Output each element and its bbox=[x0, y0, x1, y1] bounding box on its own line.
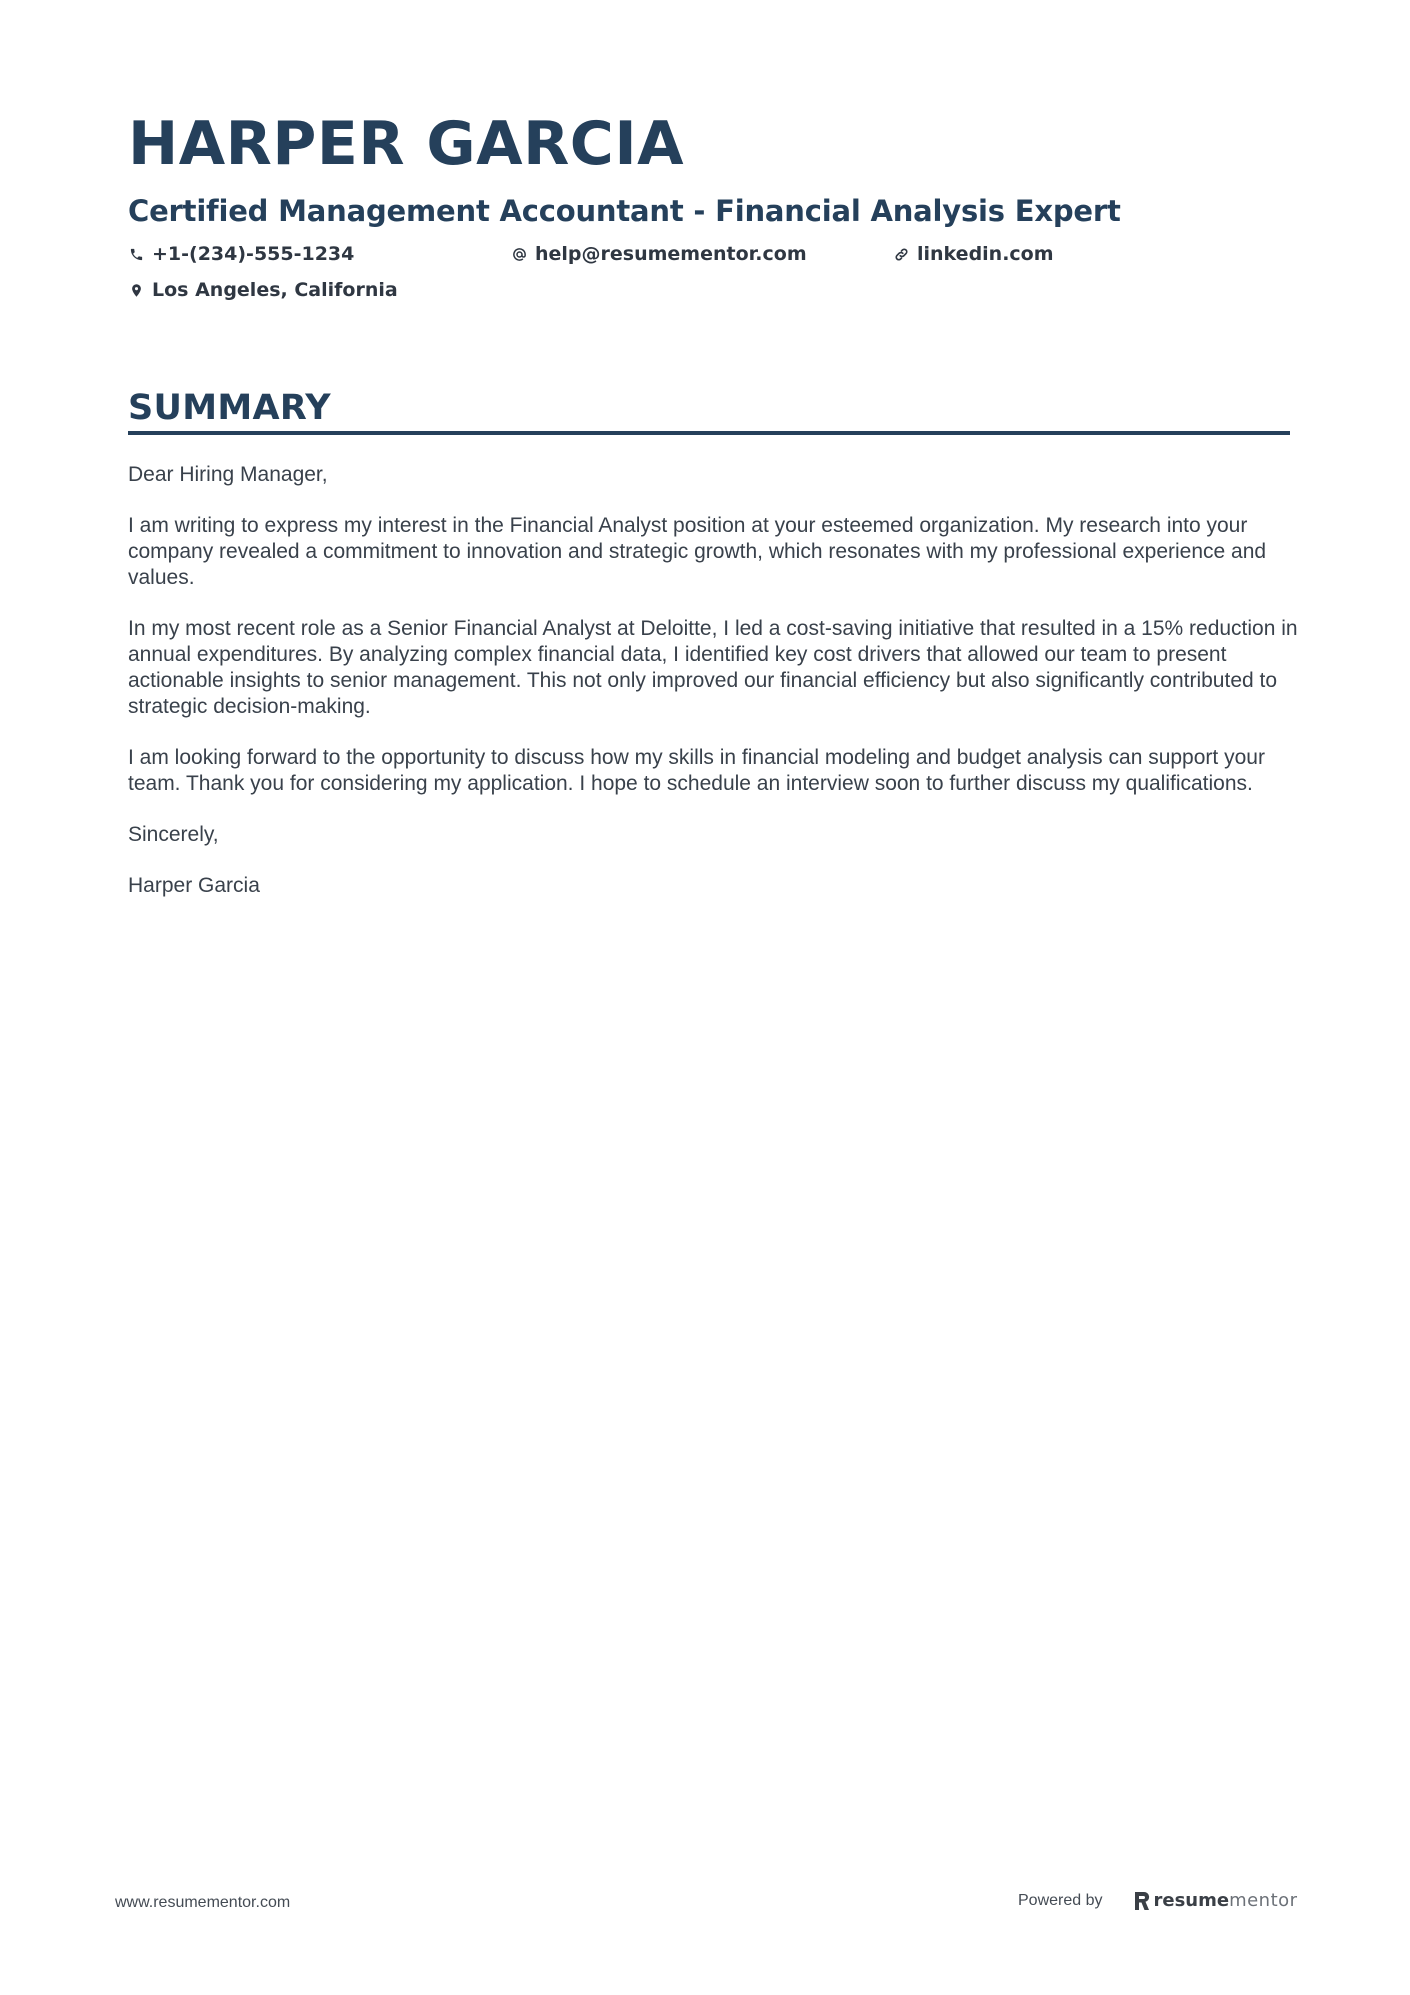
section-divider bbox=[128, 431, 1290, 435]
contact-location bbox=[128, 278, 398, 302]
brand-name-part1: resume bbox=[1153, 1890, 1230, 1911]
letter-paragraph: I am looking forward to the opportunity to discuss how my skills in financial modeling and budget analysis can support your team. Thank you for considering my application. I hope to schedule an interview soon to further discuss my qualifications. bbox=[128, 746, 1265, 795]
footer-website[interactable]: www.resumementor.com bbox=[115, 1894, 291, 1911]
location-text: Los Angeles, California bbox=[152, 279, 398, 301]
contact-email[interactable] bbox=[511, 242, 807, 266]
phone-icon bbox=[128, 246, 144, 262]
link-icon bbox=[893, 246, 909, 262]
letter-closing: Sincerely, bbox=[128, 823, 219, 846]
contact-linkedin[interactable] bbox=[893, 242, 1054, 266]
contact-phone bbox=[128, 242, 354, 266]
linkedin-text[interactable]: linkedin.com bbox=[917, 243, 1054, 265]
summary-heading: SUMMARY bbox=[128, 388, 331, 428]
letter-paragraph: I am writing to express my interest in the Financial Analyst position at your esteemed organization. My research into your company revealed a commitment to innovation and strategic growth, which resonates with my professional experience and values. bbox=[128, 514, 1267, 589]
at-icon bbox=[511, 246, 527, 262]
resumementor-logo-icon bbox=[1133, 1891, 1150, 1911]
letter-greeting: Dear Hiring Manager, bbox=[128, 463, 328, 486]
footer-branding bbox=[1018, 1890, 1298, 1911]
email-text[interactable]: help@resumementor.com bbox=[535, 243, 807, 265]
brand-name-part2: mentor bbox=[1229, 1890, 1298, 1911]
candidate-name: HARPER GARCIA bbox=[128, 109, 685, 179]
letter-paragraph: In my most recent role as a Senior Financial Analyst at Deloitte, I led a cost-saving initiative that resulted in a 15% reduction in annual expenditures. By analyzing complex financial data, I identified key cost drivers that allowed our team to present actionable insights to senior management. This not only improved our financial efficiency but also significantly contributed to strategic decision-making. bbox=[128, 617, 1298, 718]
letter-body bbox=[128, 462, 1298, 924]
map-pin-icon bbox=[128, 282, 144, 298]
candidate-title: Certified Management Accountant - Financial Analysis Expert bbox=[128, 194, 1121, 228]
powered-by-label: Powered by bbox=[1018, 1891, 1103, 1909]
phone-text: +1-(234)-555-1234 bbox=[152, 243, 355, 265]
brand-logo[interactable] bbox=[1133, 1890, 1298, 1911]
letter-signature: Harper Garcia bbox=[128, 874, 260, 897]
